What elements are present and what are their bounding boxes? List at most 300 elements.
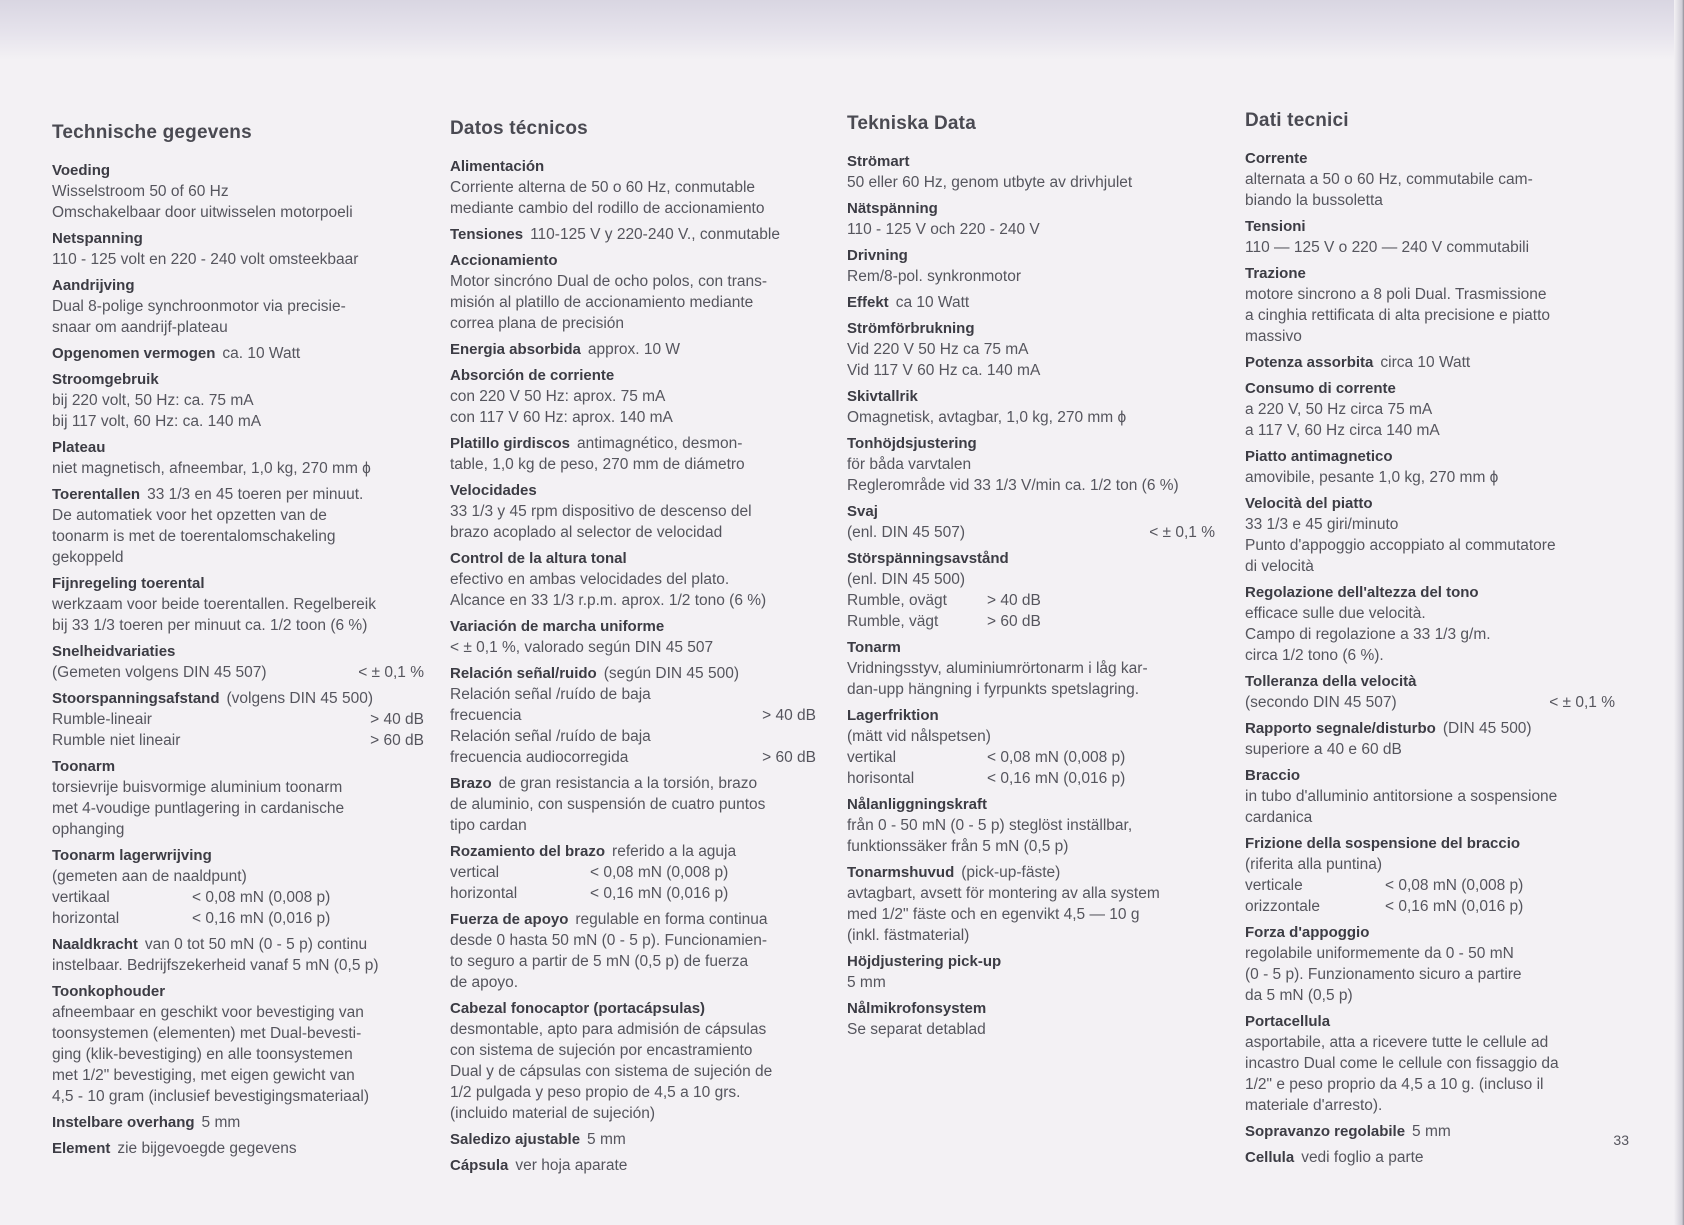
spec-section [1245,1147,1615,1168]
spec-heading: Frizione della sospensione del braccio [1245,835,1521,852]
spec-heading-line [52,275,424,296]
spec-section [52,1138,424,1159]
spec-row-label: vertical [450,864,500,881]
spec-section [1245,671,1615,713]
spec-heading-line [847,292,1215,313]
spec-heading-line [52,756,424,777]
spec-heading-line [52,1112,424,1133]
spec-line: superiore a 40 e 60 dB [1245,741,1402,758]
spec-heading: Forza d'appoggio [1245,924,1370,941]
spec-heading-line [52,641,424,662]
spec-heading: Toerentallen [52,486,141,503]
spec-line: mediante cambio del rodillo de accionamiento [450,200,765,217]
spec-section [52,1112,424,1133]
spec-section [1245,493,1615,577]
spec-heading: Effekt [847,294,889,311]
spec-line: con sistema de sujeción por encastramiento [450,1042,753,1059]
spec-section [450,909,816,993]
spec-heading-line [52,845,424,866]
spec-heading: Stoorspanningsafstand [52,690,220,707]
spec-line: de aluminio, con suspensión de cuatro puntos [450,796,766,813]
spec-line: bij 117 volt, 60 Hz: ca. 140 mA [52,413,262,430]
spec-heading-line [1245,378,1615,399]
spec-heading-line [847,705,1215,726]
column-title: Technische gegevens [52,122,252,143]
spec-inline-value: van 0 tot 50 mN (0 - 5 p) continu [144,936,368,953]
spec-line: 50 eller 60 Hz, genom utbyte av drivhjulet [847,174,1133,191]
spec-row [1245,692,1615,713]
spec-row-label: horizontal [450,885,518,902]
page-right-edge [1674,0,1684,1225]
spec-heading: Absorción de corriente [450,367,615,384]
page-top-shadow [0,0,1684,60]
spec-heading: Svaj [847,503,878,520]
spec-section [847,998,1215,1040]
spec-heading-line [847,433,1215,454]
spec-section [450,548,816,611]
spec-line: för båda varvtalen [847,456,972,473]
spec-heading: Tensiones [450,226,524,243]
spec-inline-value: (según DIN 45 500) [603,665,739,682]
spec-heading: Cellula [1245,1149,1295,1166]
spec-row-value: > 40 dB [370,711,424,728]
spec-row-label: horisontal [847,770,915,787]
spec-section [1245,352,1615,373]
spec-line: correa plana de precisión [450,315,625,332]
spec-heading-line [450,480,816,501]
spec-section [450,156,816,219]
spec-row-label: (Gemeten volgens DIN 45 507) [52,664,267,681]
spec-section [847,548,1215,632]
spec-heading-line [847,318,1215,339]
spec-row-label: (secondo DIN 45 507) [1245,694,1397,711]
spec-line: Corriente alterna de 50 o 60 Hz, conmutable [450,179,756,196]
spec-line: (0 - 5 p). Funzionamento sicuro a partire [1245,966,1522,983]
spec-line: bij 220 volt, 50 Hz: ca. 75 mA [52,392,254,409]
spec-line: (mätt vid nålspetsen) [847,728,991,745]
spec-inline-value: 33 1/3 en 45 toeren per minuut. [147,486,364,503]
spec-heading: Alimentación [450,158,545,175]
spec-heading: Consumo di corrente [1245,380,1396,397]
spec-heading: Strömart [847,153,910,170]
spec-heading: Skivtallrik [847,388,918,405]
spec-line: instelbaar. Bedrijfszekerheid vanaf 5 mN (0,5 p) [52,957,379,974]
spec-heading-line [52,688,424,709]
spec-line: Vridningsstyv, aluminiumrörtonarm i låg kar- [847,660,1148,677]
spec-section [450,433,816,475]
spec-section [450,1129,816,1150]
spec-row [52,887,424,908]
spec-inline-value: vedi foglio a parte [1301,1149,1424,1166]
spec-section [847,501,1215,543]
spec-line: di velocità [1245,558,1314,575]
spec-line: afneembaar en geschikt voor bevestiging van [52,1004,364,1021]
spec-row-value: < 0,16 mN (0,016 p) [590,885,729,902]
spec-line: ophanging [52,821,125,838]
spec-row-value: < 0,08 mN (0,008 p) [1385,877,1524,894]
spec-row-value: < 0,16 mN (0,016 p) [1385,898,1524,915]
spec-inline-value: regulable en forma continua [575,911,768,928]
spec-row-label: frecuencia [450,707,522,724]
spec-heading-line [1245,671,1615,692]
spec-heading: Rozamiento del brazo [450,843,606,860]
spec-heading-line [847,386,1215,407]
spec-heading-line [450,1129,816,1150]
spec-section [52,845,424,929]
spec-section [450,998,816,1124]
spec-row [52,908,424,929]
spec-row [450,862,816,883]
spec-row-label: Rumble niet lineair [52,732,181,749]
spec-line: gekoppeld [52,549,124,566]
spec-heading-line [450,663,816,684]
spec-line: misión al platillo de accionamiento mediante [450,294,754,311]
spec-heading: Cabezal fonocaptor (portacápsulas) [450,1000,706,1017]
spec-line: 1/2 pulgada y peso propio de 4,5 a 10 grs. [450,1084,741,1101]
spec-heading: Nätspänning [847,200,938,217]
spec-row [847,590,1215,611]
spec-heading-line [847,245,1215,266]
spec-section [1245,378,1615,441]
spec-heading: Control de la altura tonal [450,550,627,567]
spec-line: da 5 mN (0,5 p) [1245,987,1353,1004]
spec-line: to seguro a partir de 5 mN (0,5 p) de fuerza [450,953,749,970]
spec-heading-line [52,484,424,505]
spec-inline-value: ca 10 Watt [895,294,970,311]
spec-heading-line [847,637,1215,658]
spec-heading-line [450,909,816,930]
spec-line: amovibile, pesante 1,0 kg, 270 mm ϕ [1245,469,1499,486]
spec-line: Vid 220 V 50 Hz ca 75 mA [847,341,1029,358]
spec-row-value: < 0,08 mN (0,008 p) [987,749,1126,766]
spec-heading-line [52,573,424,594]
spec-heading-line [52,343,424,364]
spec-row-value: < ± 0,1 % [1149,524,1215,541]
spec-section [847,245,1215,287]
spec-section [52,437,424,479]
spec-inline-value: ca. 10 Watt [222,345,301,362]
spec-heading-line [450,773,816,794]
spec-heading: Tonhöjdsjustering [847,435,977,452]
spec-section [847,198,1215,240]
spec-heading: Corrente [1245,150,1308,167]
spec-heading: Höjdjustering pick-up [847,953,1002,970]
spec-heading-line [450,250,816,271]
spec-line: con 117 V 60 Hz: aprox. 140 mA [450,409,673,426]
spec-heading: Toonarm lagerwrijving [52,847,212,864]
spec-row-value: < ± 0,1 % [1549,694,1615,711]
spec-heading-line [450,365,816,386]
spec-section [52,160,424,223]
spec-section [1245,582,1615,666]
spec-row [847,768,1215,789]
spec-row-label: vertikaal [52,889,110,906]
spec-heading: Cápsula [450,1157,509,1174]
spec-section [1245,765,1615,828]
spec-line: 110 — 125 V o 220 — 240 V commutabili [1245,239,1530,256]
spec-line: ging (klik-bevestiging) en alle toonsystemen [52,1046,353,1063]
spec-section [52,343,424,364]
spec-section [52,369,424,432]
spec-section [450,480,816,543]
spec-line: Se separat detablad [847,1021,986,1038]
spec-heading-line [450,339,816,360]
spec-line: 33 1/3 y 45 rpm dispositivo de descenso del [450,503,752,520]
spec-heading-line [1245,1121,1615,1142]
spec-section [1245,1011,1615,1116]
spec-inline-value: de gran resistancia a la torsión, brazo [498,775,758,792]
spec-line: circa 1/2 tono (6 %). [1245,647,1384,664]
spec-line: toonarm is met de toerentalomschakeling [52,528,336,545]
spec-heading: Strömförbrukning [847,320,975,337]
column-title: Tekniska Data [847,113,976,134]
column-title: Dati tecnici [1245,110,1349,131]
spec-row-value: < 0,08 mN (0,008 p) [192,889,331,906]
spec-line: desde 0 hasta 50 mN (0 - 5 p). Funcionamien- [450,932,768,949]
spec-section [1245,263,1615,347]
spec-heading: Fuerza de apoyo [450,911,569,928]
spec-section [1245,833,1615,917]
spec-heading: Energia absorbida [450,341,581,358]
spec-line: de apoyo. [450,974,519,991]
spec-section [847,794,1215,857]
spec-heading: Tensioni [1245,218,1306,235]
spec-section [52,934,424,976]
spec-row [450,684,816,705]
spec-section [52,688,424,751]
spec-heading-line [450,224,816,245]
spec-heading-line [1245,718,1615,739]
spec-heading-line [52,369,424,390]
spec-section [847,292,1215,313]
spec-line: 1/2" e peso proprio da 4,5 a 10 g. (incluso il [1245,1076,1544,1093]
spec-line: avtagbart, avsett för montering av alla system [847,885,1160,902]
page-number: 33 [1613,1132,1629,1148]
spec-line: materiale d'arresto). [1245,1097,1383,1114]
spec-inline-value: 5 mm [1412,1123,1451,1140]
spec-heading-line [847,501,1215,522]
spec-line: dan-upp hängning i fyrpunkts spetslagring. [847,681,1140,698]
spec-heading-line [1245,582,1615,603]
column-dutch [52,122,424,1164]
spec-section [52,228,424,270]
spec-row-label: Rumble-lineair [52,711,152,728]
spec-row-label: verticale [1245,877,1303,894]
spec-heading: Voeding [52,162,111,179]
spec-heading-line [847,151,1215,172]
spec-heading-line [847,951,1215,972]
spec-heading: Variación de marcha uniforme [450,618,665,635]
spec-row-value: < 0,08 mN (0,008 p) [590,864,729,881]
spec-section [450,841,816,904]
spec-section [52,484,424,568]
spec-section [450,365,816,428]
column-title: Datos técnicos [450,118,588,139]
spec-row-value: > 40 dB [762,707,816,724]
spec-heading-line [1245,352,1615,373]
spec-heading-line [847,862,1215,883]
spec-row-label: (enl. DIN 45 507) [847,524,966,541]
column-spanish [450,118,816,1181]
spec-heading: Störspänningsavstånd [847,550,1009,567]
spec-line: funktionssäker från 5 mN (0,5 p) [847,838,1069,855]
spec-heading: Tonarm [847,639,901,656]
spec-line: 110 - 125 V och 220 - 240 V [847,221,1040,238]
spec-row [52,730,424,751]
spec-heading: Accionamiento [450,252,558,269]
spec-heading-line [52,160,424,181]
spec-row [450,705,816,726]
spec-heading: Platillo girdiscos [450,435,571,452]
spec-heading-line [1245,263,1615,284]
spec-section [450,224,816,245]
spec-row-label: Relación señal /ruído de baja [450,686,651,703]
spec-line: efectivo en ambas velocidades del plato. [450,571,730,588]
spec-section [450,339,816,360]
spec-section [52,756,424,840]
spec-section [847,862,1215,946]
spec-line: 5 mm [847,974,886,991]
spec-line: asportabile, atta a ricevere tutte le cellule ad [1245,1034,1549,1051]
spec-heading: Velocità del piatto [1245,495,1373,512]
spec-heading: Brazo [450,775,492,792]
spec-row-value: > 40 dB [987,592,1041,609]
spec-heading-line [450,998,816,1019]
spec-heading-line [52,1138,424,1159]
spec-section [847,705,1215,789]
spec-heading: Sopravanzo regolabile [1245,1123,1406,1140]
spec-section [1245,446,1615,488]
spec-line: snaar om aandrijf-plateau [52,319,228,336]
spec-row [450,747,816,768]
spec-line: incastro Dual come le cellule con fissaggio da [1245,1055,1559,1072]
spec-heading: Instelbare overhang [52,1114,195,1131]
spec-line: Vid 117 V 60 Hz ca. 140 mA [847,362,1041,379]
spec-inline-value: circa 10 Watt [1380,354,1471,371]
spec-line: Alcance en 33 1/3 r.p.m. aprox. 1/2 tono (6 %) [450,592,767,609]
spec-section [847,637,1215,700]
spec-line: brazo acoplado al selector de velocidad [450,524,723,541]
spec-line: cardanica [1245,809,1313,826]
spec-line: met 4-voudige puntlagering in cardanische [52,800,345,817]
spec-line: in tubo d'alluminio antitorsione a sospensione [1245,788,1558,805]
spec-line: Omagnetisk, avtagbar, 1,0 kg, 270 mm ϕ [847,409,1127,426]
spec-row [847,522,1215,543]
spec-line: från 0 - 50 mN (0 - 5 p) steglöst inställbar, [847,817,1133,834]
spec-line: niet magnetisch, afneembar, 1,0 kg, 270 mm ϕ [52,460,371,477]
spec-heading: Netspanning [52,230,143,247]
spec-heading: Piatto antimagnetico [1245,448,1393,465]
spec-heading: Toonarm [52,758,116,775]
spec-section [847,951,1215,993]
spec-heading-line [450,156,816,177]
spec-heading-line [1245,1147,1615,1168]
spec-heading-line [847,548,1215,569]
spec-heading-line [1245,446,1615,467]
spec-section [450,616,816,658]
spec-line: (incluido material de sujeción) [450,1105,656,1122]
spec-heading-line [1245,216,1615,237]
spec-heading-line [52,981,424,1002]
spec-heading: Lagerfriktion [847,707,939,724]
spec-row-value: < ± 0,1 % [358,664,424,681]
spec-heading-line [450,548,816,569]
spec-heading-line [52,437,424,458]
spec-line: a 117 V, 60 Hz circa 140 mA [1245,422,1440,439]
spec-heading: Tonarmshuvud [847,864,955,881]
spec-heading-line [847,794,1215,815]
spec-heading: Potenza assorbita [1245,354,1374,371]
spec-inline-value: referido a la aguja [612,843,737,860]
spec-line: 110 - 125 volt en 220 - 240 volt omsteekbaar [52,251,359,268]
spec-row [847,611,1215,632]
spec-inline-value: approx. 10 W [587,341,681,358]
spec-heading: Regolazione dell'altezza del tono [1245,584,1479,601]
spec-section [450,250,816,334]
spec-line: Campo di regolazione a 33 1/3 g/m. [1245,626,1491,643]
spec-row-value: < 0,16 mN (0,016 p) [192,910,331,927]
spec-row [52,709,424,730]
spec-line: desmontable, apto para admisión de cápsulas [450,1021,767,1038]
spec-heading: Stroomgebruik [52,371,159,388]
spec-line: De automatiek voor het opzetten van de [52,507,327,524]
spec-line: Omschakelbaar door uitwisselen motorpoeli [52,204,353,221]
spec-row-value: < 0,16 mN (0,016 p) [987,770,1126,787]
spec-row-label: orizzontale [1245,898,1320,915]
spec-heading: Tolleranza della velocità [1245,673,1417,690]
spec-inline-value: ver hoja aparate [515,1157,628,1174]
spec-section [1245,718,1615,760]
spec-line: toonsystemen (elementen) met Dual-bevesti- [52,1025,362,1042]
spec-heading: Portacellula [1245,1013,1331,1030]
spec-heading: Element [52,1140,111,1157]
spec-line: alternata a 50 o 60 Hz, commutabile cam- [1245,171,1533,188]
spec-line: (enl. DIN 45 500) [847,571,966,588]
spec-row-value: > 60 dB [762,749,816,766]
spec-row-value: > 60 dB [987,613,1041,630]
spec-heading: Fijnregeling toerental [52,575,205,592]
spec-row-label: Rumble, vägt [847,613,939,630]
spec-heading-line [1245,1011,1615,1032]
spec-line: met 1/2" bevestiging, met eigen gewicht van [52,1067,355,1084]
spec-line: 4,5 - 10 gram (inclusief bevestigingsmateriaal) [52,1088,370,1105]
spec-heading: Aandrijving [52,277,135,294]
spec-heading: Nålmikrofonsystem [847,1000,987,1017]
spec-heading: Nålanliggningskraft [847,796,988,813]
spec-heading-line [450,433,816,454]
spec-section [52,573,424,636]
spec-heading: Braccio [1245,767,1301,784]
spec-line: 33 1/3 e 45 giri/minuto [1245,516,1399,533]
spec-heading: Snelheidvariaties [52,643,176,660]
spec-heading: Drivning [847,247,908,264]
spec-line: Motor sincróno Dual de ocho polos, con trans- [450,273,768,290]
spec-row [52,662,424,683]
spec-section [52,641,424,683]
spec-row [1245,875,1615,896]
spec-heading-line [1245,148,1615,169]
spec-line: a cinghia rettificata di alta precisione e piatto [1245,307,1551,324]
spec-line: bij 33 1/3 toeren per minuut ca. 1/2 toon (6 %) [52,617,368,634]
spec-section [450,663,816,768]
spec-line: con 220 V 50 Hz: aprox. 75 mA [450,388,666,405]
spec-line: efficace sulle due velocità. [1245,605,1426,622]
spec-section [1245,922,1615,1006]
spec-line: Dual y de cápsulas con sistema de sujeción de [450,1063,773,1080]
spec-inline-value: 5 mm [587,1131,626,1148]
spec-heading: Toonkophouder [52,983,166,1000]
spec-line: Dual 8-polige synchroonmotor via precisie- [52,298,346,315]
